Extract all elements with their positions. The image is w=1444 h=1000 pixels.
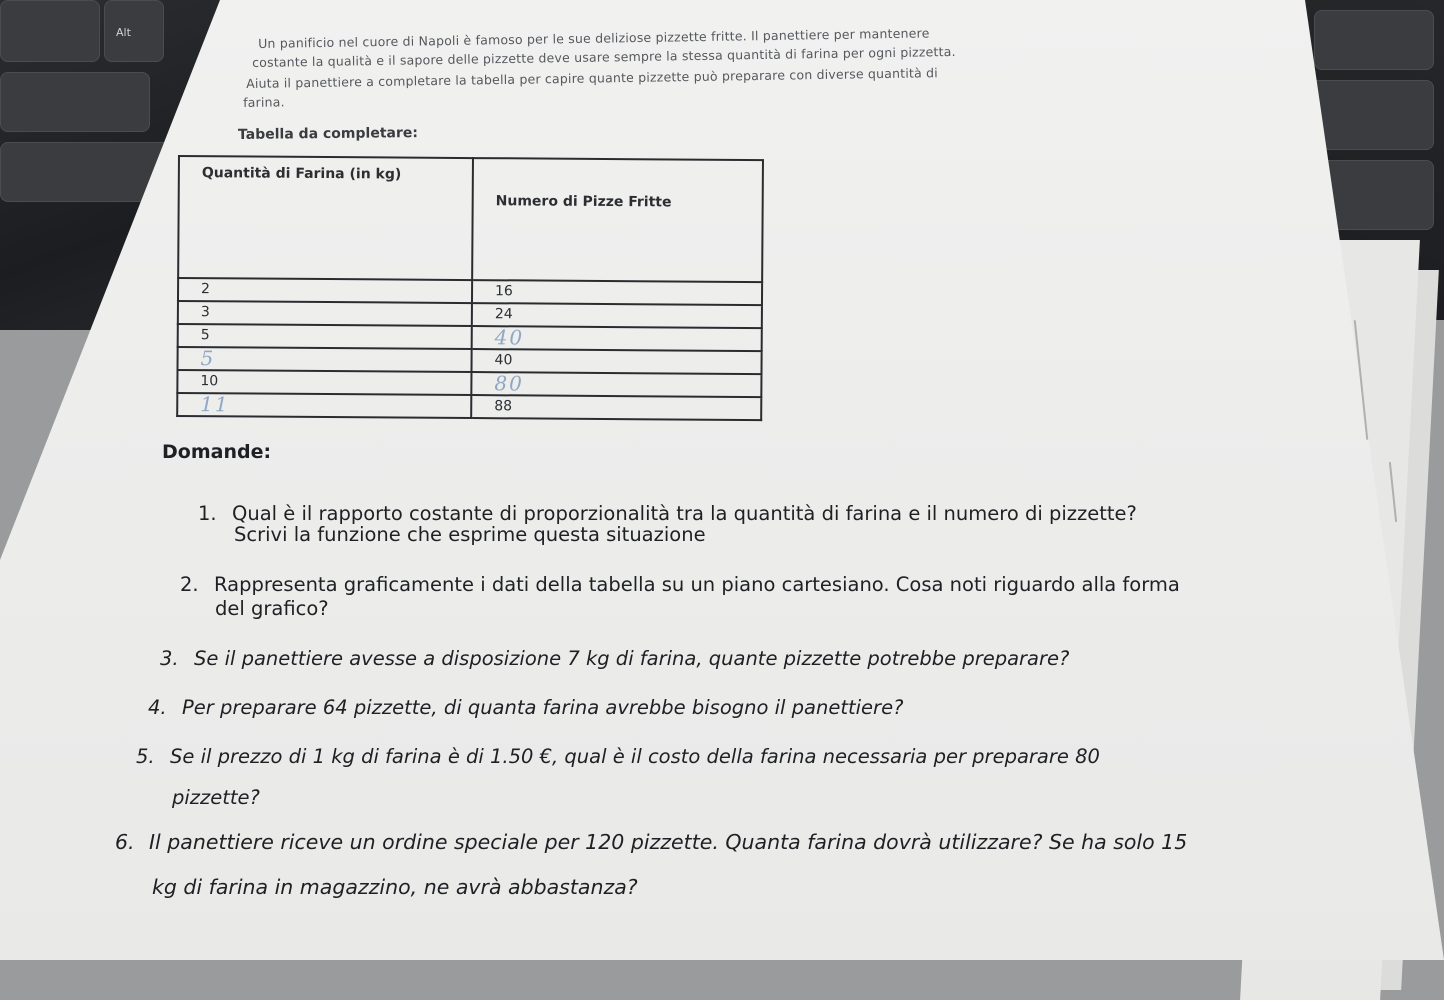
intro-line: Aiuta il panettiere a completare la tabella per capire quante pizzette può preparare con diverse quantità di: [246, 65, 939, 91]
question-1-cont: [234, 523, 706, 546]
question-text: pizzette?: [172, 786, 260, 809]
flour-cell: 2: [178, 278, 472, 303]
keyboard-key: [0, 0, 100, 62]
pizzas-cell: 24: [472, 303, 762, 328]
key-label: Alt: [116, 26, 131, 39]
questions-title: Domande:: [162, 441, 272, 463]
intro-line: costante la qualità e il sapore delle pizzette deve usare sempre la stessa quantità di farina per ogni pizzetta.: [252, 43, 956, 70]
question-text: Se il panettiere avesse a disposizione 7 kg di farina, quante pizzette potrebbe preparare?: [194, 647, 1070, 670]
question-6: [115, 830, 1187, 854]
question-3: [160, 647, 1069, 670]
pizzas-cell: 16: [472, 280, 762, 305]
question-number: 2.: [180, 573, 199, 596]
keyboard-key: [0, 72, 150, 132]
flour-cell: 11: [177, 393, 471, 418]
pizzas-cell: 80: [471, 372, 761, 397]
question-text: Qual è il rapporto costante di proporzionalità tra la quantità di farina e il numero di pizzette?: [232, 502, 1137, 525]
table-header-flour: Quantità di Farina (in kg): [178, 156, 473, 280]
question-2: [180, 573, 1180, 596]
question-2-cont: [215, 597, 329, 620]
question-text: kg di farina in magazzino, ne avrà abbastanza?: [152, 875, 638, 899]
table-body: [177, 278, 762, 420]
table-header-pizzas: Numero di Pizze Fritte: [472, 158, 763, 282]
question-number: 1.: [198, 502, 217, 525]
question-text: Per preparare 64 pizzette, di quanta farina avrebbe bisogno il panettiere?: [182, 696, 904, 719]
question-6-cont: [152, 875, 638, 899]
question-5: [136, 745, 1100, 768]
question-number: 6.: [115, 830, 135, 854]
table-row: [177, 393, 761, 420]
table-title: Tabella da completare:: [237, 125, 419, 143]
pizzas-cell: 40: [471, 349, 761, 374]
intro-line: farina.: [243, 94, 285, 110]
flour-cell: 3: [178, 301, 472, 326]
question-text: del grafico?: [215, 597, 329, 620]
question-5-cont: [172, 786, 260, 809]
question-4: [148, 696, 903, 719]
question-text: Il panettiere riceve un ordine speciale per 120 pizzette. Quanta farina dovrà utilizzare? Se ha solo 15: [149, 830, 1188, 854]
question-text: Se il prezzo di 1 kg di farina è di 1.50 €, qual è il costo della farina necessaria per preparare 80: [170, 745, 1100, 768]
flour-pizza-table: [176, 155, 764, 417]
question-number: 5.: [136, 745, 155, 768]
keyboard-key-alt: [104, 0, 164, 62]
flour-cell: 5: [177, 347, 471, 372]
pizzas-cell: 40: [472, 326, 762, 351]
flour-cell: 5: [178, 324, 472, 349]
question-text: Rappresenta graficamente i dati della tabella su un piano cartesiano. Cosa noti riguardo alla forma: [214, 573, 1180, 596]
intro-line: Un panificio nel cuore di Napoli è famoso per le sue deliziose pizzette fritte. Il panettiere per mantenere: [258, 25, 930, 51]
question-number: 4.: [148, 696, 167, 719]
question-text: Scrivi la funzione che esprime questa situazione: [234, 523, 706, 546]
flour-cell: 10: [177, 370, 471, 395]
keyboard-key: [1314, 10, 1434, 70]
question-number: 3.: [160, 647, 179, 670]
pizzas-cell: 88: [471, 395, 761, 420]
question-1: [198, 502, 1137, 525]
